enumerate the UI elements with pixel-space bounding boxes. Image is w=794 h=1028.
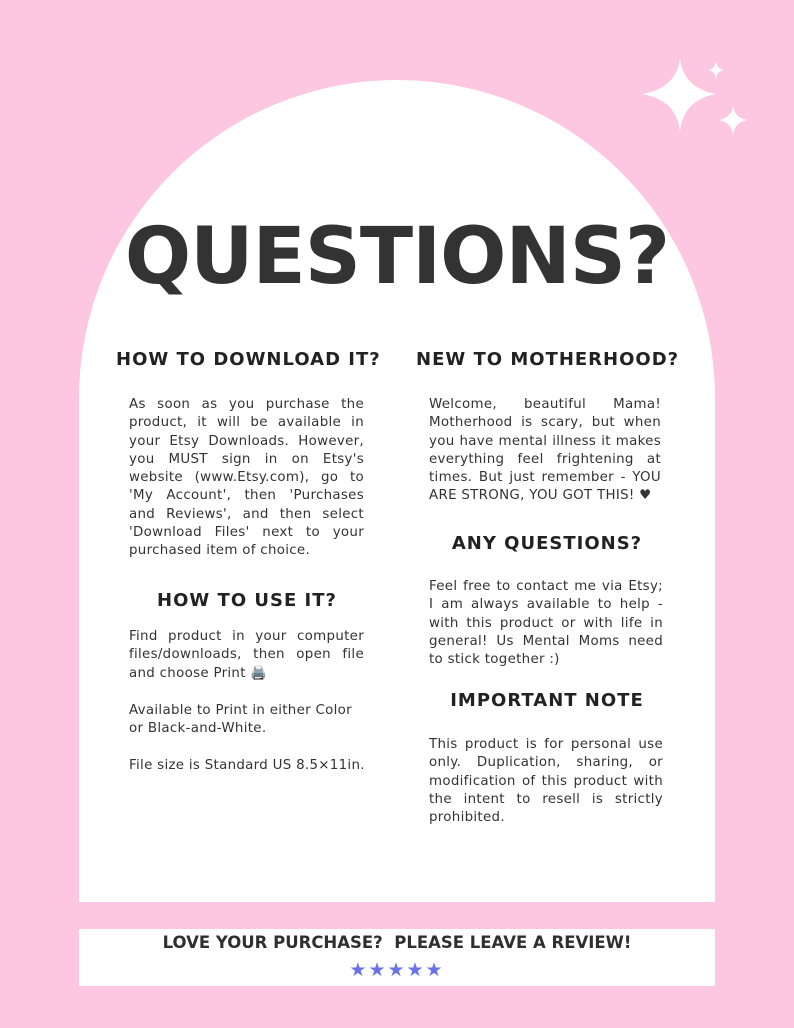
review-banner <box>79 929 715 986</box>
motherhood-heading: NEW TO MOTHERHOOD? <box>416 349 680 370</box>
page-title: QUESTIONS? <box>124 212 670 302</box>
download-heading: HOW TO DOWNLOAD IT? <box>116 349 381 370</box>
note-body: This product is for personal use only. Duplication, sharing, or modification of this product with the intent to resell is strictly prohibited. <box>429 737 663 826</box>
note-heading: IMPORTANT NOTE <box>450 690 644 711</box>
questions-heading: ANY QUESTIONS? <box>451 533 643 554</box>
motherhood-body: Welcome, beautiful Mama! Motherhood is scary, but when you have mental illness it makes everything feel frightening at times. But just remember - YOU ARE STRONG, YOU GOT THIS! ♥ <box>429 397 661 504</box>
use-heading: HOW TO USE IT? <box>157 590 337 611</box>
use-body-3: File size is Standard US 8.5×11in. <box>129 758 365 773</box>
sparkles-icon <box>636 50 756 140</box>
review-text: LOVE YOUR PURCHASE? PLEASE LEAVE A REVIEW! <box>162 933 632 952</box>
use-body-1: Find product in your computer files/downloads, then open file and choose Print 🖨️ <box>129 629 364 681</box>
star-rating: ★★★★★ <box>349 959 445 981</box>
use-body-2: Available to Print in either Color or Black-and-White. <box>129 703 352 737</box>
questions-body: Feel free to contact me via Etsy; I am always available to help - with this product or with life in general! Us Mental Moms need to stick together :) <box>429 579 663 668</box>
download-body: As soon as you purchase the product, it will be available in your Etsy Downloads. However, you MUST sign in on Etsy's website (www.Etsy.com), go to 'My Account', then 'Purchases and Reviews', and then select 'Download Files' next to your purchased item of choice. <box>129 397 364 559</box>
